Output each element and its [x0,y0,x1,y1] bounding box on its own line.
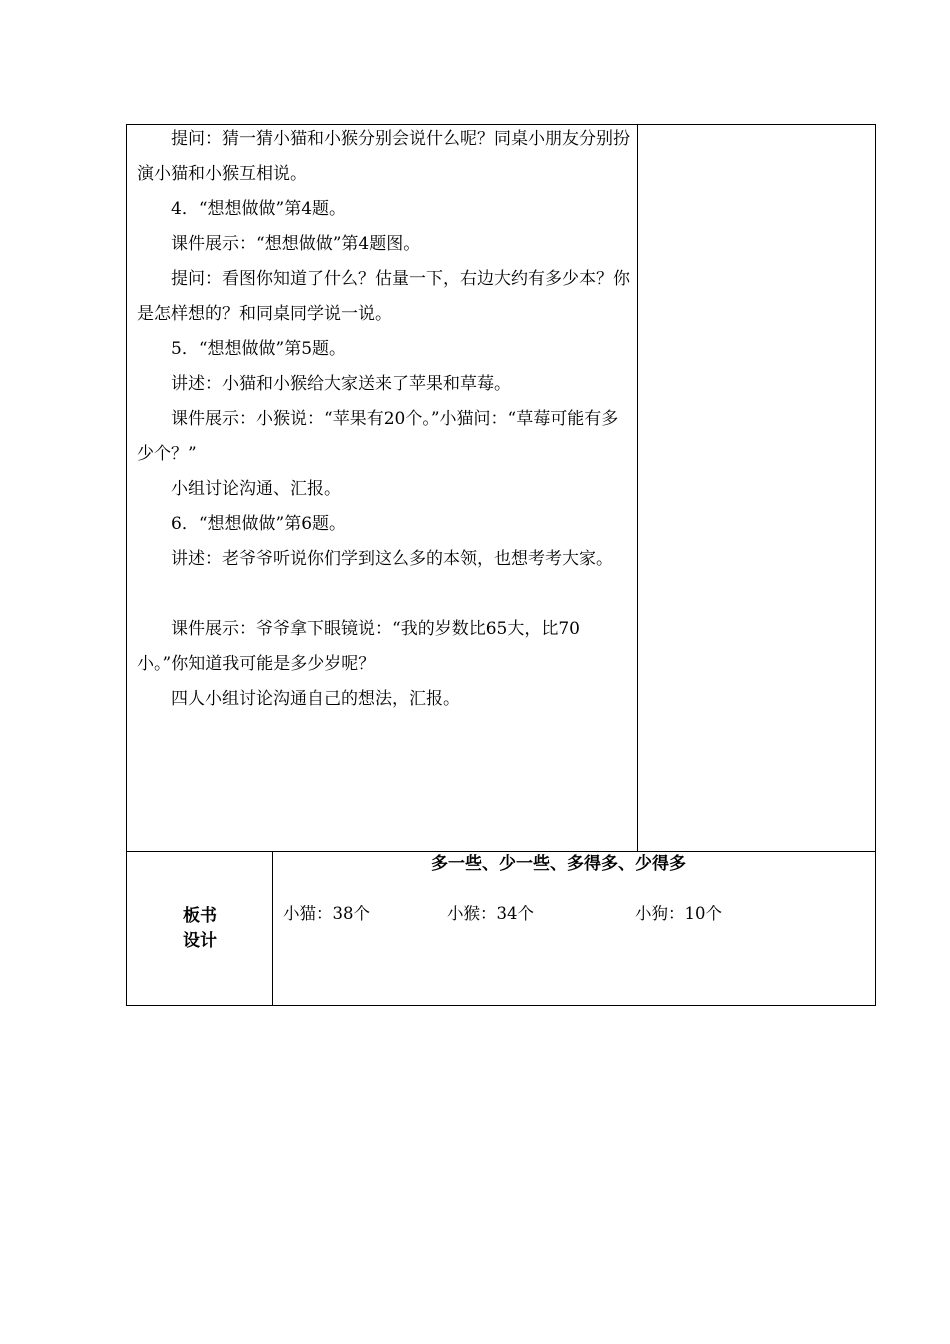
paragraph-exercise-4-question: 提问：看图你知道了什么？估量一下，右边大约有多少本？你是怎样想的？和同桌同学说一说。 [137,269,630,324]
board-item-cat: 小猫：38个 [283,904,370,923]
paragraph-question-cat-monkey: 提问：猜一猜小猫和小猴分别会说什么呢？同桌小朋友分别扮演小猫和小猴互相说。 [137,129,630,184]
board-design-label [127,904,273,954]
lesson-table [126,124,876,1006]
paragraph-exercise-6-heading: 6．“想想做做”第6题。 [171,514,347,534]
paragraph-exercise-5-narration: 讲述：小猫和小猴给大家送来了苹果和草莓。 [171,374,511,394]
board-design-content-cell [273,852,875,1005]
board-item-dog: 小狗：10个 [635,904,722,923]
paragraph-exercise-4-slide: 课件展示：“想想做做”第4题图。 [171,234,421,254]
board-label-line-1: 板书 [183,906,217,926]
paragraph-exercise-5-discussion: 小组讨论沟通、汇报。 [171,479,341,499]
paragraph-exercise-6-discussion: 四人小组讨论沟通自己的想法，汇报。 [171,689,460,709]
notes-cell [638,125,875,851]
paragraph-exercise-6-narration: 讲述：老爷爷听说你们学到这么多的本领，也想考考大家。 [171,549,613,569]
board-design-label-cell [127,852,273,1005]
board-label-line-2: 设计 [183,931,217,951]
paragraph-exercise-5-slide: 课件展示：小猴说：“苹果有20个。”小猫问：“草莓可能有多少个？” [137,409,619,464]
paragraph-exercise-4-heading: 4．“想想做做”第4题。 [171,199,347,219]
paragraph-exercise-6-slide: 课件展示：爷爷拿下眼镜说：“我的岁数比65大，比70小。”你知道我可能是多少岁呢？ [137,619,580,674]
paragraph-exercise-5-heading: 5．“想想做做”第5题。 [171,339,347,359]
teaching-process-cell [127,125,638,851]
board-item-monkey: 小猴：34个 [447,904,534,923]
board-title: 多一些、少一些、多得多、少得多 [431,854,686,874]
